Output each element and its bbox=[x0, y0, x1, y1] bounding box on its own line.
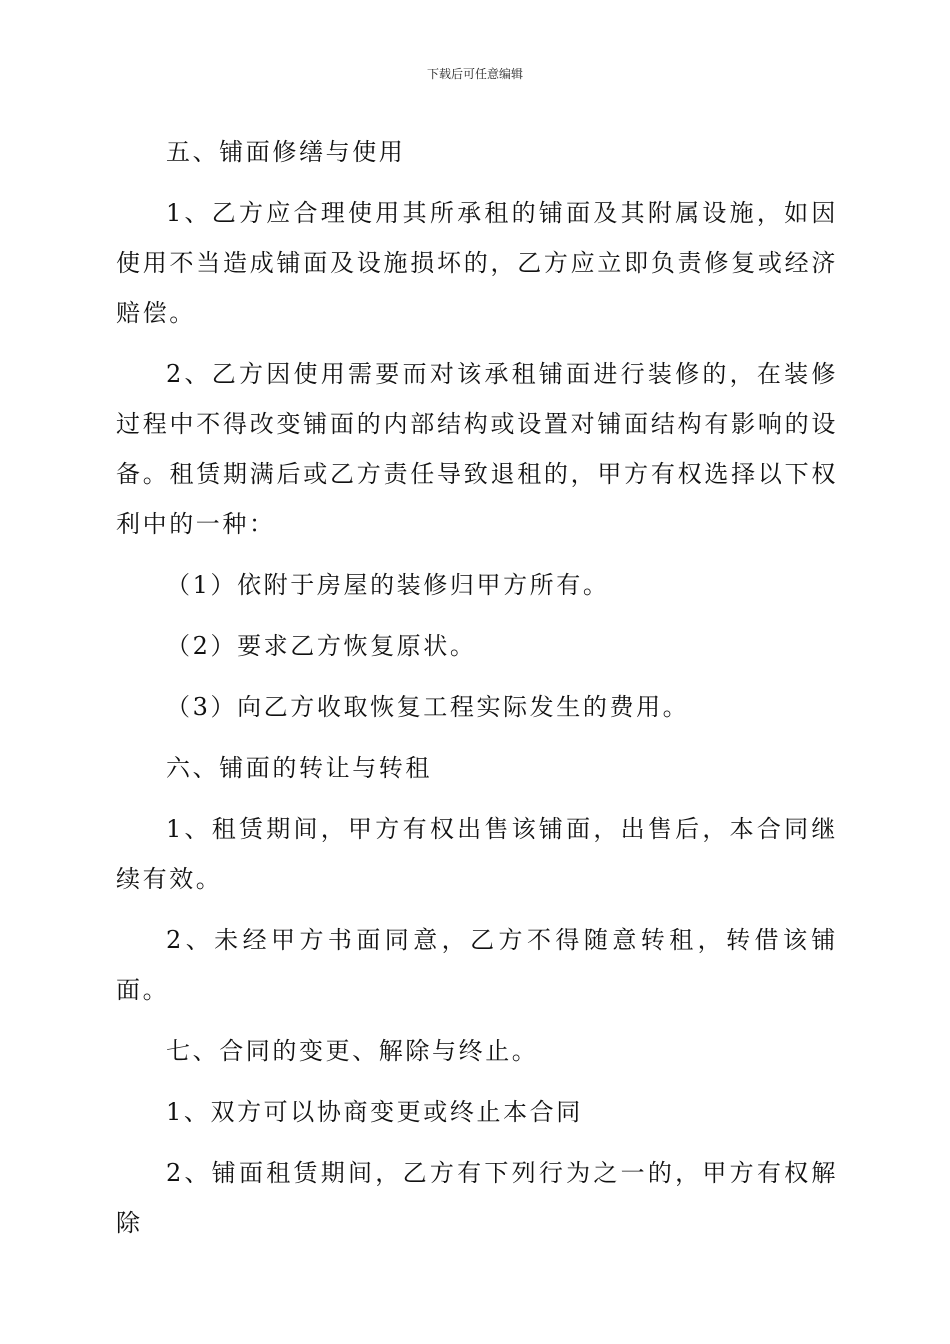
paragraph: 1、租赁期间，甲方有权出售该铺面，出售后，本合同继续有效。 bbox=[116, 815, 838, 893]
paragraph: 2、铺面租赁期间，乙方有下列行为之一的，甲方有权解除 bbox=[116, 1159, 838, 1237]
paragraph: 1、双方可以协商变更或终止本合同 bbox=[166, 1098, 583, 1126]
list-item: （3）向乙方收取恢复工程实际发生的费用。 bbox=[166, 693, 690, 721]
list-item: （1）依附于房屋的装修归甲方所有。 bbox=[166, 571, 610, 599]
paragraph: 2、乙方因使用需要而对该承租铺面进行装修的，在装修过程中不得改变铺面的内部结构或设置对铺面结构有影响的设备。租赁期满后或乙方责任导致退租的，甲方有权选择以下权利中的一种： bbox=[116, 360, 838, 538]
section-heading-5: 五、铺面修缮与使用 bbox=[166, 138, 406, 166]
section-heading-6: 六、铺面的转让与转租 bbox=[166, 754, 432, 782]
paragraph: 1、乙方应合理使用其所承租的铺面及其附属设施，如因使用不当造成铺面及设施损坏的，乙方应立即负责修复或经济赔偿。 bbox=[116, 199, 838, 327]
paragraph: 2、未经甲方书面同意，乙方不得随意转租，转借该铺面。 bbox=[116, 926, 838, 1004]
page-header: 下载后可任意编辑 bbox=[426, 67, 523, 81]
section-heading-7: 七、合同的变更、解除与终止。 bbox=[166, 1037, 539, 1065]
document-body bbox=[116, 127, 838, 1248]
list-item: （2）要求乙方恢复原状。 bbox=[166, 632, 477, 660]
